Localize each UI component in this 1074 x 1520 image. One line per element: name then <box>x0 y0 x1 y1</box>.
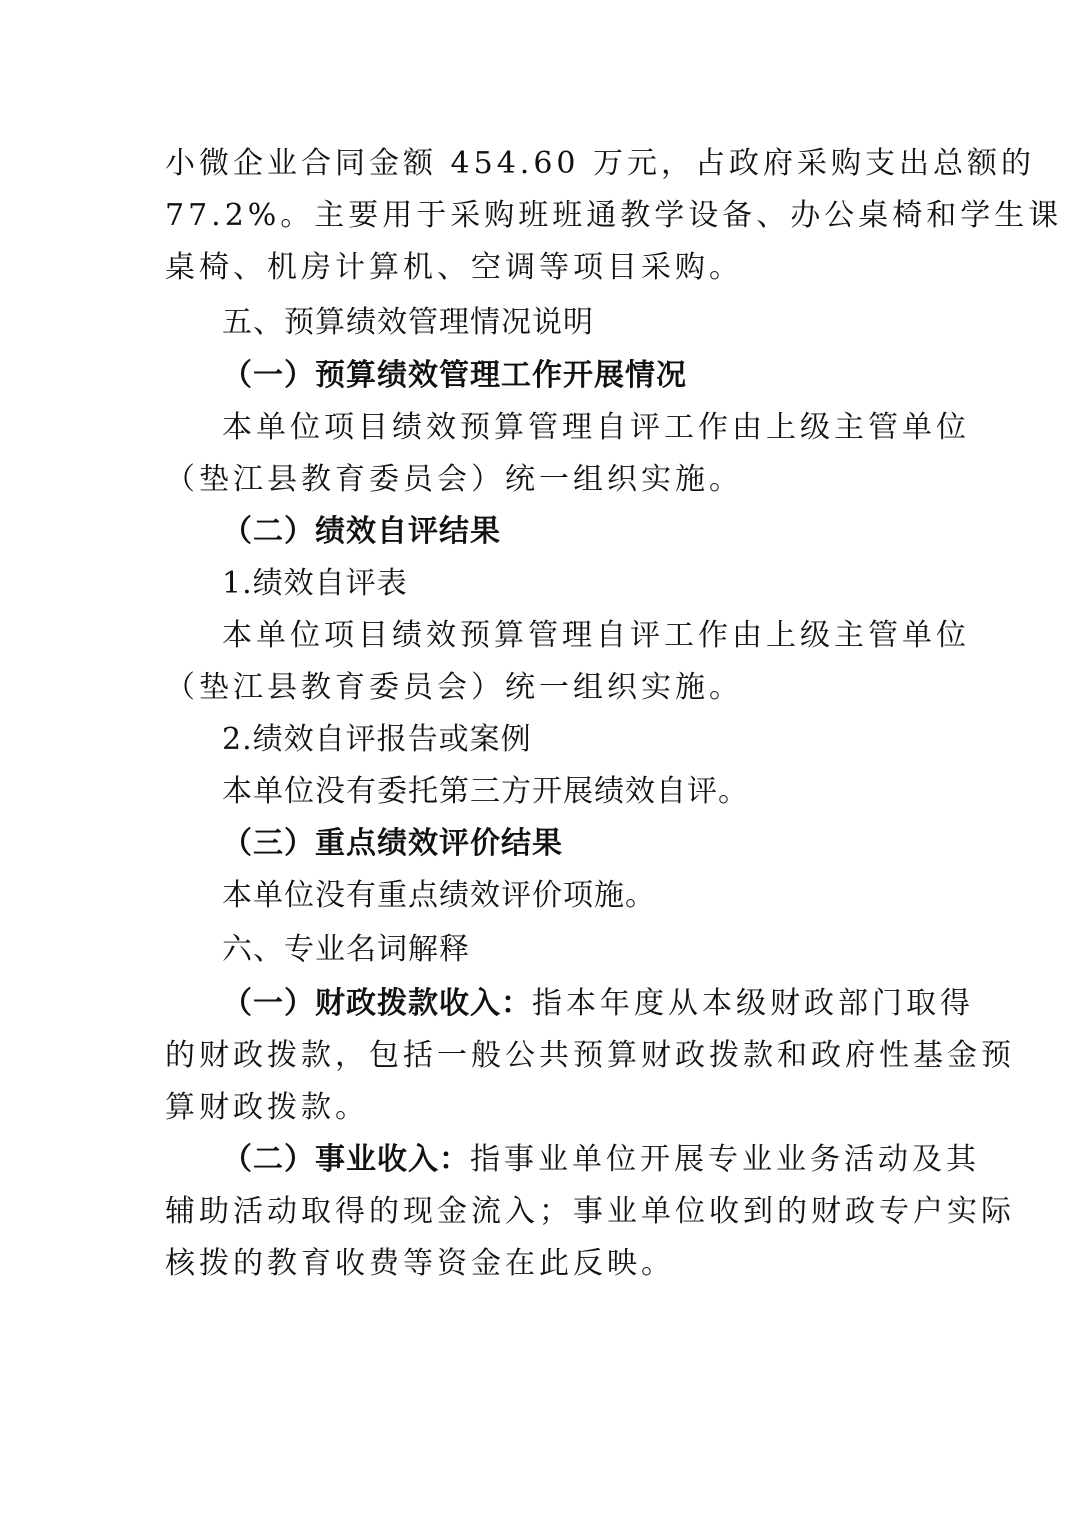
paragraph-line: 本单位没有重点绩效评价项施。 <box>222 878 656 913</box>
list-item: 1.绩效自评表 <box>222 566 408 601</box>
paragraph-line: 本单位项目绩效预算管理自评工作由上级主管单位 <box>222 410 970 445</box>
term-definition: 指事业单位开展专业业务活动及其 <box>470 1142 980 1177</box>
paragraph-line: （垫江县教育委员会）统一组织实施。 <box>165 670 743 705</box>
paragraph-line: 桌椅、机房计算机、空调等项目采购。 <box>165 250 743 285</box>
list-item: 2.绩效自评报告或案例 <box>222 722 532 757</box>
paragraph-line: 辅助活动取得的现金流入；事业单位收到的财政专户实际 <box>165 1194 1015 1229</box>
definition-paragraph <box>222 984 974 1024</box>
paragraph-line: 77.2%。主要用于采购班班通教学设备、办公桌椅和学生课 <box>165 198 1063 233</box>
paragraph-line: 的财政拨款，包括一般公共预算财政拨款和政府性基金预 <box>165 1038 1015 1073</box>
paragraph-line: 算财政拨款。 <box>165 1090 369 1125</box>
term-definition: 指本年度从本级财政部门取得 <box>532 986 974 1021</box>
section-heading-6: 六、专业名词解释 <box>222 932 470 967</box>
term-label: （二）事业收入： <box>222 1142 470 1177</box>
subsection-heading-1: （一）预算绩效管理工作开展情况 <box>222 358 687 393</box>
term-label: （一）财政拨款收入： <box>222 986 532 1021</box>
paragraph-line: 小微企业合同金额 454.60 万元，占政府采购支出总额的 <box>165 146 1036 181</box>
definition-paragraph <box>222 1140 980 1180</box>
section-heading-5: 五、预算绩效管理情况说明 <box>222 305 594 340</box>
paragraph-line: （垫江县教育委员会）统一组织实施。 <box>165 462 743 497</box>
paragraph-line: 核拨的教育收费等资金在此反映。 <box>165 1246 675 1281</box>
paragraph-line: 本单位没有委托第三方开展绩效自评。 <box>222 774 749 809</box>
subsection-heading-2: （二）绩效自评结果 <box>222 514 501 549</box>
paragraph-line: 本单位项目绩效预算管理自评工作由上级主管单位 <box>222 618 970 653</box>
subsection-heading-3: （三）重点绩效评价结果 <box>222 826 563 861</box>
